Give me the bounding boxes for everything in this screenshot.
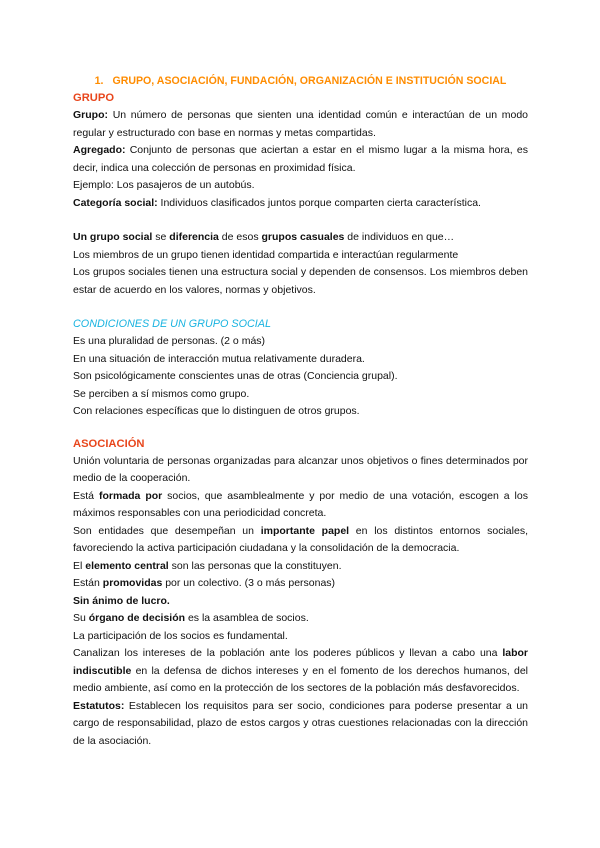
grupo-definition: Grupo: Un número de personas que sienten una identidad común e interactúan de un modo regular y estructurado con base en normas y metas compartidas. — [73, 109, 528, 139]
spacer — [73, 299, 528, 316]
document-body — [73, 72, 528, 750]
condicion-item: Son psicológicamente conscientes unas de otras (Conciencia grupal). — [73, 370, 398, 382]
asociacion-definition: Unión voluntaria de personas organizadas para alcanzar unos objetivos o fines determinados por medio de la cooperación. — [73, 454, 528, 484]
categoria-label: Categoría social: — [73, 196, 158, 209]
canalizan-paragraph: Canalizan los intereses de la población ante los poderes públicos y llevan a cabo una labor indiscutible en la defensa de dichos intereses y en el fomento de los derechos humanos, del medio ambiente, así como en la protección de los sectores de la población más desfavorecidos. — [73, 647, 528, 694]
participacion-line: La participación de los socios es fundamental. — [73, 629, 288, 642]
condicion-item: Con relaciones específicas que lo distinguen de otros grupos. — [73, 405, 360, 417]
section-title-condiciones: CONDICIONES DE UN GRUPO SOCIAL — [73, 318, 271, 330]
agregado-label: Agregado: — [73, 144, 126, 156]
elemento-line: El elemento central son las personas que la constituyen. — [73, 559, 342, 572]
spacer — [73, 212, 528, 229]
organo-line: Su órgano de decisión es la asamblea de socios. — [73, 612, 309, 624]
section-title-asociacion: ASOCIACIÓN — [73, 437, 145, 450]
miembros-line: Los miembros de un grupo tienen identidad compartida e interactúan regularmente — [73, 248, 459, 261]
section-title-grupo: GRUPO — [73, 92, 115, 104]
condicion-item: En una situación de interacción mutua relativamente duradera. — [73, 352, 365, 365]
categoria-definition: Categoría social: Individuos clasificados juntos porque comparten cierta característica. — [73, 196, 481, 209]
agregado-definition: Agregado: Conjunto de personas que aciertan a estar en el mismo lugar a la misma hora, es decir, indica una colección de personas en proximidad física. — [73, 144, 528, 174]
estatutos-label: Estatutos: — [73, 699, 125, 712]
promovidas-line: Están promovidas por un colectivo. (3 o más personas) — [73, 577, 336, 589]
spacer — [73, 421, 528, 436]
sin-animo-line: Sin ánimo de lucro. — [73, 594, 170, 607]
ejemplo-line: Ejemplo: Los pasajeros de un autobús. — [73, 179, 255, 191]
heading-number: 1. — [94, 75, 104, 87]
estatutos-paragraph: Estatutos: Establecen los requisitos para ser socio, condiciones para poderse presentar a un cargo de responsabilidad, plazo de estos cargos y otras cuestiones relacionadas con la dirección de la asociación. — [73, 699, 528, 747]
grupo-social-line: Un grupo social se diferencia de esos grupos casuales de individuos en que… — [73, 231, 455, 243]
formada-paragraph: Está formada por socios, que asamblealmente y por medio de una votación, escogen a los máximos responsables con una periodicidad concreta. — [73, 489, 528, 519]
main-heading — [73, 72, 528, 90]
entidades-paragraph: Son entidades que desempeñan un importante papel en los distintos entornos sociales, favoreciendo la activa participación ciudadana y la consolidación de la democracia. — [73, 524, 528, 554]
grupo-label: Grupo: — [73, 109, 108, 121]
grupos-sociales-paragraph: Los grupos sociales tienen una estructura social y dependen de consensos. Los miembros deben estar de acuerdo en los valores, normas y objetivos. — [73, 266, 528, 296]
heading-text: GRUPO, ASOCIACIÓN, FUNDACIÓN, ORGANIZACIÓN E INSTITUCIÓN SOCIAL — [112, 75, 507, 87]
condicion-item: Se perciben a sí mismos como grupo. — [73, 387, 250, 400]
condicion-item: Es una pluralidad de personas. (2 o más) — [73, 335, 266, 347]
